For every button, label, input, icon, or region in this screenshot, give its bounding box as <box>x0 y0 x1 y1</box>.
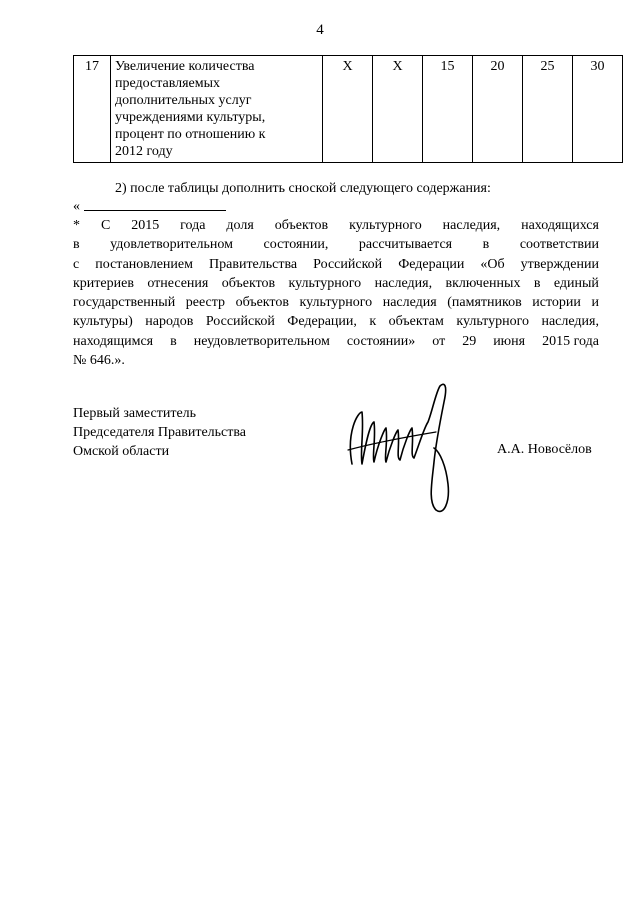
value-cell: Х <box>323 56 373 163</box>
amendment-item-2: 2) после таблицы дополнить сноской следующего содержания: <box>115 181 491 196</box>
indicator-name-line: Увеличение количества <box>115 59 255 74</box>
value-cell: 20 <box>473 56 523 163</box>
indicator-table <box>73 55 623 163</box>
footnote-line: с постановлением Правительства Российской Федерации «Об утверждении <box>73 256 599 272</box>
opening-quote: « <box>73 199 80 214</box>
footnote-line: в удовлетворительном состоянии, рассчитывается в соответствии <box>73 237 599 253</box>
value-cell: 15 <box>423 56 473 163</box>
value-cell: Х <box>373 56 423 163</box>
table-row <box>74 56 623 163</box>
signatory-title-line: Омской области <box>73 444 170 459</box>
signatory-title-line: Председателя Правительства <box>73 425 247 440</box>
indicator-name-line: предоставляемых <box>115 76 221 91</box>
footnote-line: культуры) народов Российской Федерации, к объектам культурного наследия, <box>73 314 599 330</box>
indicator-name-line: 2012 году <box>115 144 173 159</box>
row-number-cell: 17 <box>74 56 111 163</box>
value-cell: 25 <box>523 56 573 163</box>
indicator-name-cell <box>111 56 323 163</box>
handwritten-signature <box>340 372 480 522</box>
indicator-name-line: дополнительных услуг <box>115 93 252 108</box>
footnote-line: * С 2015 года доля объектов культурного наследия, находящихся <box>73 218 599 233</box>
value-cell: 30 <box>573 56 623 163</box>
footnote-line: критериев отнесения объектов культурного наследия, включенных в единый <box>73 275 599 291</box>
signatory-title <box>73 404 246 461</box>
footnote-line: № 646.». <box>73 353 125 369</box>
footnote-text <box>73 216 599 370</box>
footnote-rule <box>84 210 226 211</box>
signatory-name: А.А. Новосёлов <box>497 442 592 457</box>
footnote-line: государственный реестр объектов культурного наследия (памятников истории и <box>73 295 599 311</box>
indicator-name-line: учреждениями культуры, <box>115 110 266 125</box>
signatory-title-line: Первый заместитель <box>73 406 197 421</box>
page-number: 4 <box>316 22 324 38</box>
footnote-line: находящимся в неудовлетворительном состоянии» от 29 июня 2015 года <box>73 333 599 349</box>
indicator-name-line: процент по отношению к <box>115 127 266 142</box>
